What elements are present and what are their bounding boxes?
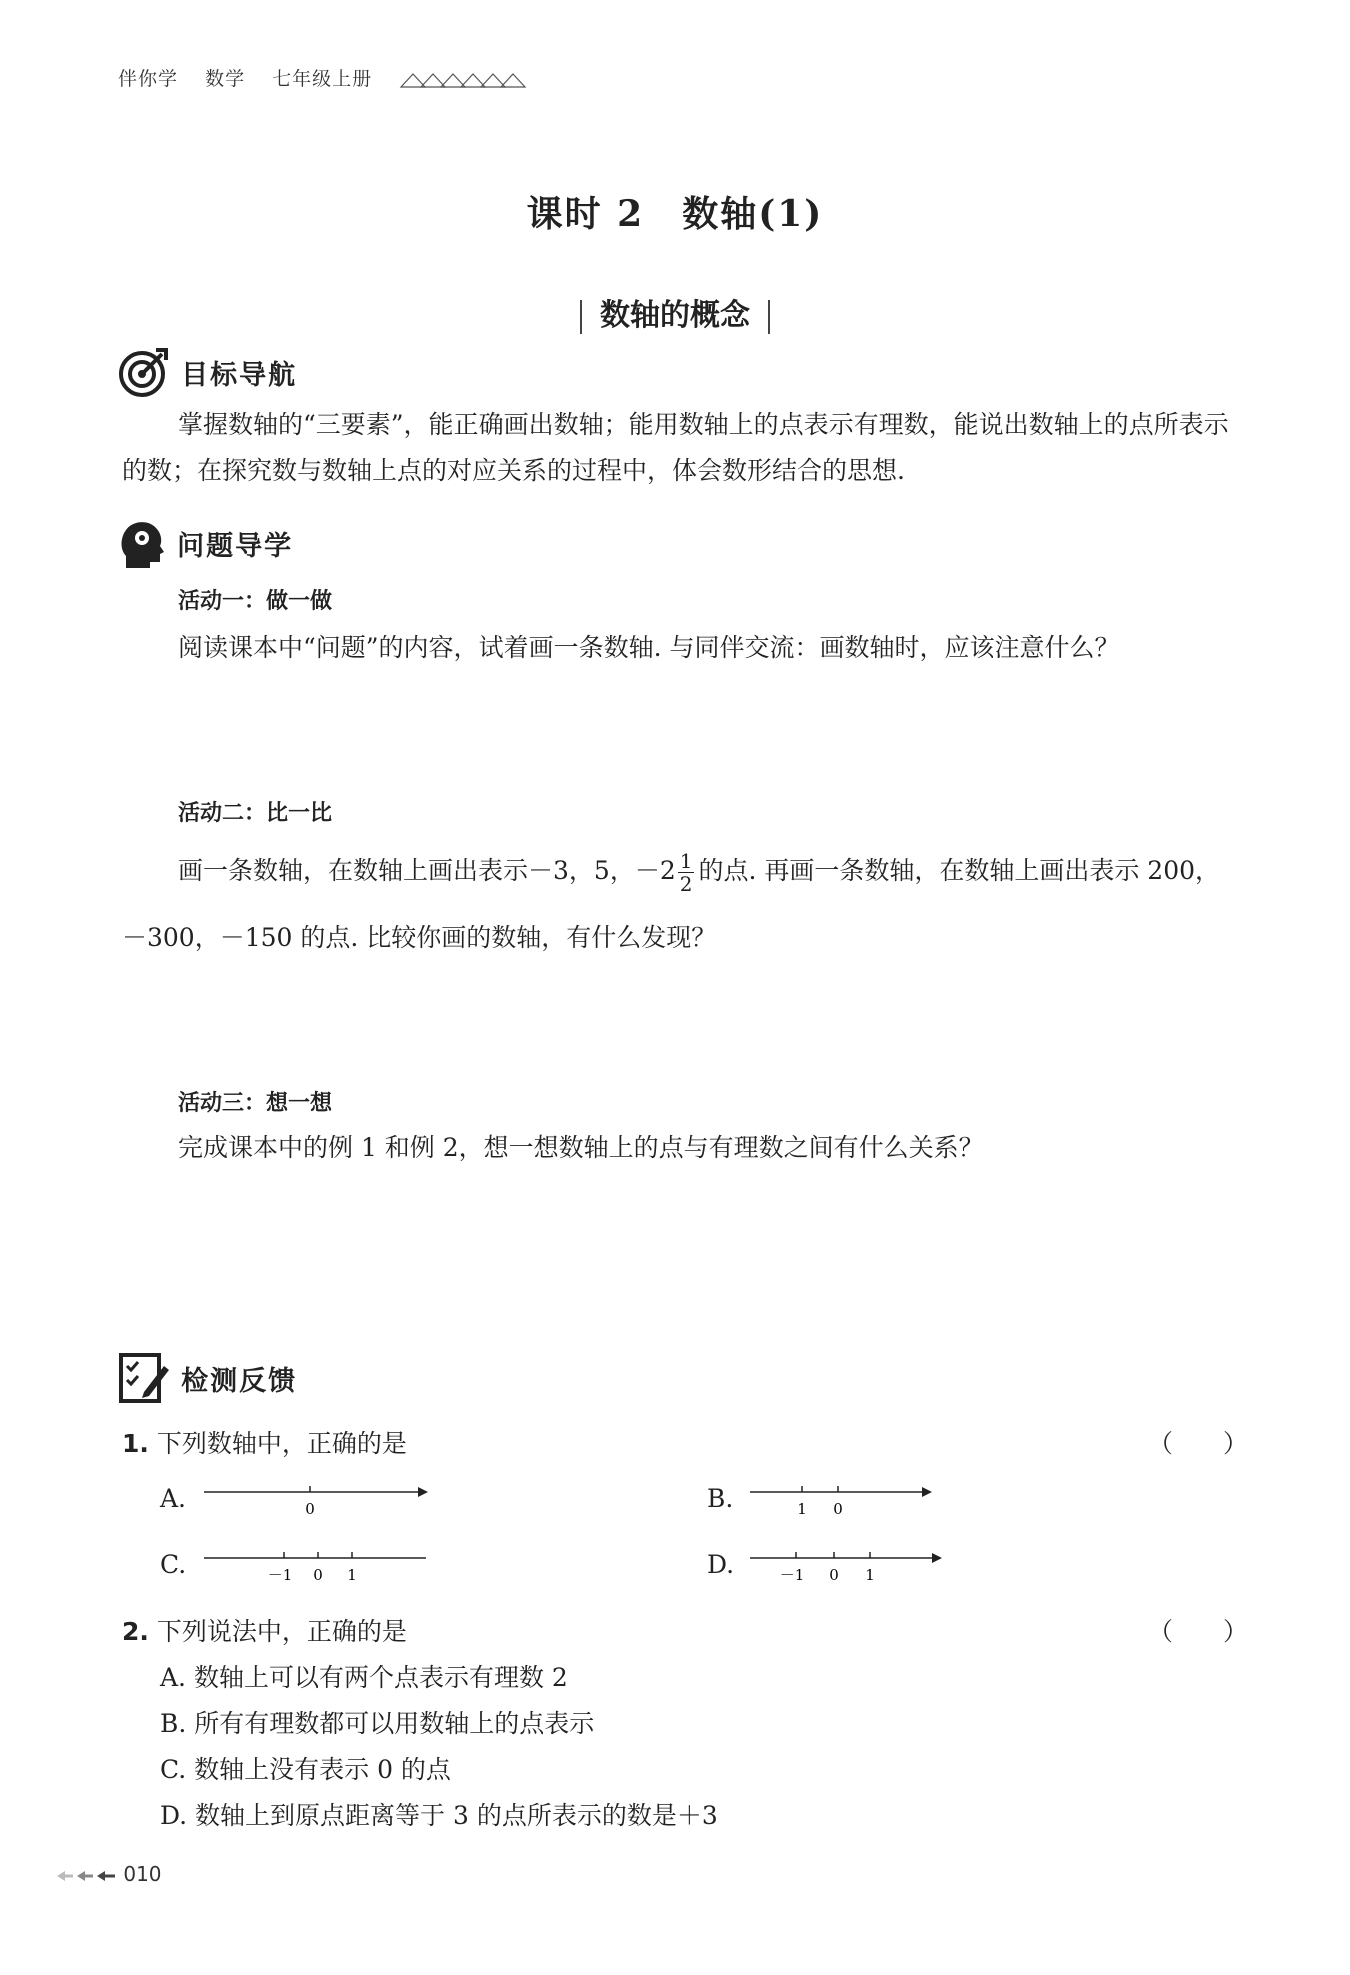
q1-option-d-label: D. bbox=[707, 1550, 735, 1579]
activity-2-text-b: 的点. 再画一条数轴，在数轴上画出表示 200， bbox=[698, 856, 1221, 885]
activity-1-text: 阅读课本中“问题”的内容，试着画一条数轴. 与同伴交流：画数轴时，应该注意什么？ bbox=[178, 633, 1120, 662]
activity-2-text-a: 画一条数轴，在数轴上画出表示－3，5，－2 bbox=[178, 856, 676, 885]
target-icon bbox=[118, 346, 170, 398]
q2-option-d: D. 数轴上到原点距离等于 3 的点所表示的数是＋3 bbox=[160, 1801, 718, 1830]
concept-heading bbox=[0, 290, 1350, 334]
q1d-tick-label-3: 1 bbox=[865, 1566, 875, 1584]
q1-option-c-label: C. bbox=[160, 1550, 187, 1579]
goal-section-heading bbox=[118, 346, 297, 398]
question-2-text: 下列说法中，正确的是 bbox=[156, 1617, 407, 1646]
q1b-tick-label-2: 0 bbox=[833, 1500, 843, 1518]
activity-2-title: 活动二：比一比 bbox=[178, 801, 333, 826]
header-series: 伴你学 bbox=[118, 68, 179, 90]
problem-heading: 问题导学 bbox=[177, 530, 294, 562]
q1-option-b-label: B. bbox=[707, 1484, 734, 1513]
concept-label: 数轴的概念 bbox=[600, 298, 750, 333]
checklist-pencil-icon bbox=[118, 1352, 170, 1404]
activity-3-title: 活动三：想一想 bbox=[178, 1091, 333, 1116]
goal-heading: 目标导航 bbox=[181, 359, 298, 391]
page-number: 010 bbox=[123, 1862, 162, 1886]
divider-right bbox=[768, 300, 770, 334]
q1c-tick-label-2: 0 bbox=[313, 1566, 323, 1584]
fraction-denominator: 2 bbox=[679, 872, 693, 896]
q1c-tick-label-3: 1 bbox=[347, 1566, 357, 1584]
q2-option-c: C. 数轴上没有表示 0 的点 bbox=[160, 1755, 451, 1784]
running-header bbox=[118, 64, 539, 91]
activity-2-line-2: －300，－150 的点. 比较你画的数轴，有什么发现？ bbox=[122, 923, 717, 952]
q1-option-a-label: A. bbox=[160, 1484, 187, 1513]
q1-option-b-numberline bbox=[746, 1480, 936, 1520]
q1a-tick-label-0: 0 bbox=[305, 1500, 315, 1518]
activity-1-title: 活动一：做一做 bbox=[178, 589, 333, 614]
page-footer bbox=[55, 1862, 162, 1886]
triangle-decoration-icon bbox=[399, 71, 539, 89]
question-2 bbox=[122, 1612, 407, 1648]
question-1-text: 下列数轴中，正确的是 bbox=[156, 1429, 407, 1458]
q1-option-a-numberline bbox=[200, 1480, 430, 1520]
header-subject: 数学 bbox=[205, 68, 246, 90]
divider-left bbox=[580, 300, 582, 334]
q1-option-d-numberline bbox=[746, 1546, 946, 1586]
question-1-number: 1. bbox=[122, 1429, 149, 1458]
q1-option-c-numberline bbox=[200, 1546, 430, 1586]
activity-3-text: 完成课本中的例 1 和例 2，想一想数轴上的点与有理数之间有什么关系？ bbox=[178, 1133, 984, 1162]
q1d-tick-label-1: －1 bbox=[779, 1566, 805, 1584]
q1c-tick-label-1: －1 bbox=[267, 1566, 293, 1584]
fraction-numerator: 1 bbox=[679, 849, 693, 873]
q2-option-a: A. 数轴上可以有两个点表示有理数 2 bbox=[160, 1663, 568, 1692]
question-2-number: 2. bbox=[122, 1617, 149, 1646]
feedback-section-heading bbox=[118, 1352, 297, 1404]
question-1 bbox=[122, 1424, 407, 1460]
arrow-decoration-icon bbox=[55, 1869, 117, 1883]
q2-option-b: B. 所有有理数都可以用数轴上的点表示 bbox=[160, 1709, 595, 1738]
q1b-tick-label-1: 1 bbox=[797, 1500, 807, 1518]
lesson-title: 课时 2 数轴(1) bbox=[526, 193, 824, 235]
head-gear-icon bbox=[118, 516, 164, 570]
q1d-tick-label-2: 0 bbox=[829, 1566, 839, 1584]
activity-2-line-1 bbox=[178, 850, 1220, 895]
goal-text: 掌握数轴的“三要素”，能正确画出数轴；能用数轴上的点表示有理数，能说出数轴上的点所表示的数；在探究数与数轴上点的对应关系的过程中，体会数形结合的思想. bbox=[122, 410, 1229, 485]
question-2-answer-paren: （ ） bbox=[1148, 1617, 1249, 1646]
feedback-heading: 检测反馈 bbox=[181, 1365, 298, 1397]
header-grade: 七年级上册 bbox=[272, 68, 373, 90]
fraction-one-half bbox=[678, 850, 695, 895]
problem-section-heading bbox=[118, 516, 293, 570]
question-1-answer-paren: （ ） bbox=[1148, 1429, 1249, 1458]
